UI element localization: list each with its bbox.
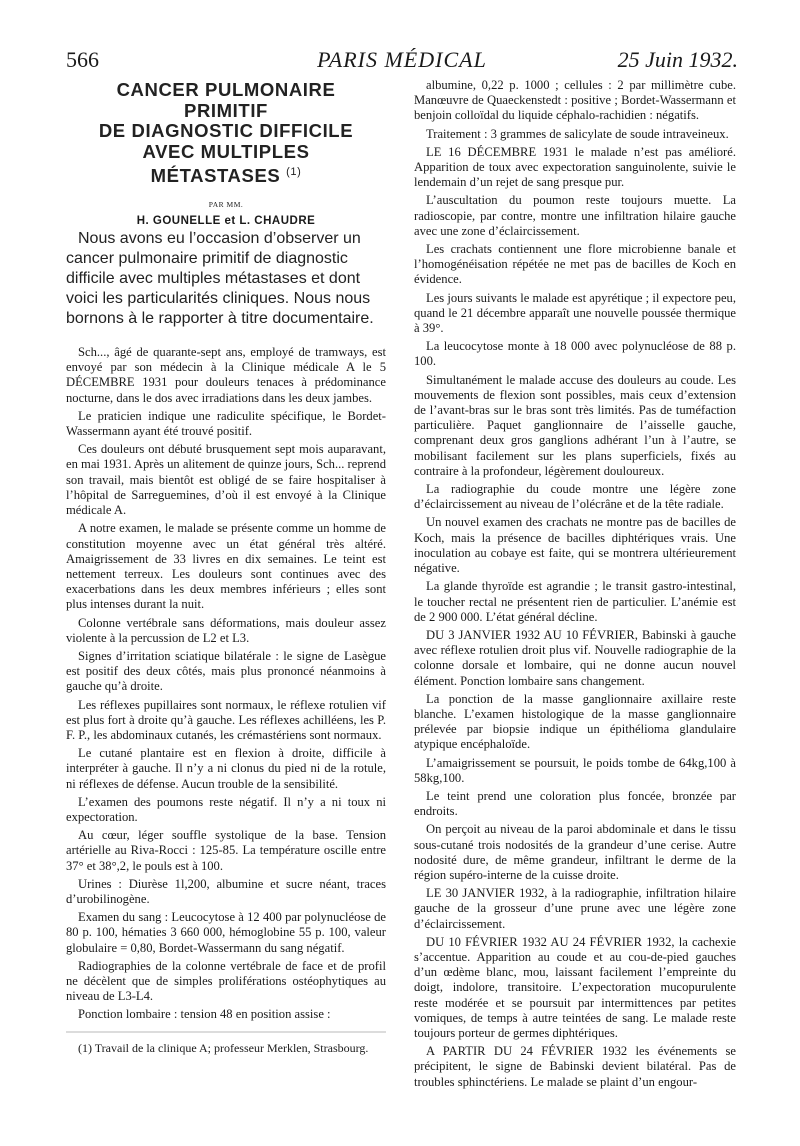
paragraph: A PARTIR DU 24 FÉVRIER 1932 les événements se précipitent, le signe de Babinski devient bilatéral. Pas de troubles sphinctériens. Le malade se plaint d’un engour-: [414, 1044, 736, 1089]
paragraph: Colonne vertébrale sans déformations, mais douleur assez violente à la percussion de L2 et L3.: [66, 615, 386, 645]
paragraph: Un nouvel examen des crachats ne montre pas de bacilles de Koch, mais la présence de bacilles diphtériques vrais. Une inoculation au cobaye est faite, qui se montrera ultérieurement négative.: [414, 515, 736, 576]
paragraph: Au cœur, léger souffle systolique de la base. Tension artérielle au Riva-Rocci : 125-85. La température oscille entre 37° et 38°,2, le pouls est à 100.: [66, 828, 386, 873]
issue-date: 25 Juin 1932.: [617, 47, 738, 72]
footnote-rule: [66, 1031, 386, 1033]
paragraph: La ponction de la masse ganglionnaire axillaire reste blanche. L’examen histologique de la masse ganglionnaire prélevée par biopsie indique un épithélioma glandulaire atypique encéphaloïde.: [414, 691, 736, 752]
title-line-last: MÉTASTASES: [150, 165, 281, 187]
running-header: [66, 47, 738, 77]
abstract: Nous avons eu l’occasion d’observer un cancer pulmonaire primitif de diagnostic difficile avec multiples métastases et dont voici les particularités cliniques. Nous nous bornons à le rapporter à titre documentaire.: [66, 230, 374, 328]
paragraph: La glande thyroïde est agrandie ; le transit gastro-intestinal, le toucher rectal ne présentent rien de particulier. L’anémie est de 2 900 000. L’état général décline.: [414, 579, 736, 624]
left-body: [66, 345, 386, 1023]
paragraph: Traitement : 3 grammes de salicylate de soude intraveineux.: [426, 126, 729, 141]
paragraph: LE 16 DÉCEMBRE 1931 le malade n’est pas amélioré. Apparition de toux avec expectoration sanguinolente, suivie le lendemain d’un rejet de sang presque pur.: [414, 144, 736, 190]
paragraph: Les jours suivants le malade est apyrétique ; il expectore peu, quand le 21 décembre apparaît une nouvelle poussée thermique à 39°.: [414, 290, 736, 336]
par-mm: PAR MM.: [208, 199, 244, 209]
paragraph: Ponction lombaire : tension 48 en position assise :: [78, 1007, 331, 1022]
paragraph: DU 3 JANVIER 1932 AU 10 FÉVRIER, Babinski à gauche avec réflexe rotulien droit plus vif. Nouvelle radiographie de la colonne dorsale et lombaire, qui ne donne aucun nouvel élément. Ponction lombaire sans changement.: [414, 627, 736, 688]
title-line: DE DIAGNOSTIC DIFFICILE: [98, 120, 354, 141]
paragraph: Les réflexes pupillaires sont normaux, le réflexe rotulien vif est plus fort à droite qu’à gauche. Les réflexes achilléens, les P. F. P., les abdominaux cutanés, les crémastériens sont normaux.: [66, 697, 386, 742]
paragraph: On perçoit au niveau de la paroi abdominale et dans le tissu sous-cutané trois nodosités de la grandeur d’une cerise. Autre nodosité dure, de même grandeur, infiltrant le derme de la région supéro-interne de la cuisse droite.: [414, 822, 736, 882]
paragraph: Ces douleurs ont débuté brusquement sept mois auparavant, en mai 1931. Après un alitement de quinze jours, Sch... reprend son travail, mais bientôt est obligé de se faire hospitaliser à l’hôpital de Sarreguemines, d’où il est envoyé à la Clinique médicale A.: [66, 442, 387, 518]
journal-title: PARIS MÉDICAL: [317, 47, 487, 72]
paragraph: albumine, 0,22 p. 1000 ; cellules : 2 par millimètre cube. Manœuvre de Quaeckenstedt : positive ; Bordet-Wassermann et benjoin colloïdal du liquide céphalo-rachidien : négatifs.: [414, 78, 736, 123]
paragraph: Le teint prend une coloration plus foncée, bronzée par endroits.: [414, 788, 736, 819]
article-title: [66, 80, 386, 187]
title-line: PRIMITIF: [184, 99, 268, 121]
title-line: AVEC MULTIPLES: [142, 140, 310, 162]
paragraph: L’auscultation du poumon reste toujours muette. La radioscopie, par contre, montre une infiltration hilaire gauche avec une zone d’éclaircissement.: [414, 193, 736, 238]
paragraph: Sch..., âgé de quarante-sept ans, employé de tramways, est envoyé par son médecin à la Clinique médicale A le 5 DÉCEMBRE 1931 pour douleurs tenaces à prédominance nocturne, dans le dos avec irradiations dans les deux jambes.: [66, 345, 386, 405]
paragraph: A notre examen, le malade se présente comme un homme de constitution moyenne avec un état général très altéré. Amaigrissement de 33 livres en dix semaines. Le teint est nettement terreux. Les douleurs sont continues avec des exacerbations dans les deux membres inférieurs ; elles sont plus intenses durant la nuit.: [66, 521, 386, 612]
authors: H. GOUNELLE et L. CHAUDRE: [136, 214, 316, 227]
footnote-mark: (1): [286, 166, 302, 178]
paragraph: Examen du sang : Leucocytose à 12 400 par polynucléose de 80 p. 100, hématies 3 660 000, hémoglobine 55 p. 100, valeur globulaire = 0,80, Bordet-Wassermann du sang négatif.: [66, 910, 386, 955]
paragraph: Le cutané plantaire est en flexion à droite, difficile à interpréter à gauche. Il n’y a ni clonus du pied ni de la rotule, ni réflexes de défense. Aucun trouble de la sensibilité.: [66, 746, 386, 791]
paragraph: DU 10 FÉVRIER 1932 AU 24 FÉVRIER 1932, la cachexie s’accentue. Apparition au coude et au cou-de-pied gauches d’un œdème blanc, mou, laissant facilement l’empreinte du doigt, indolore, transitoire. L’expectoration mucopurulente reste modérée et se poursuit par intermittences par petites vomiques, de temps à autre teintées de sang. Le malade reste toujours porteur de germes diphtériques.: [414, 934, 736, 1040]
paragraph: Urines : Diurèse 1l,200, albumine et sucre néant, traces d’urobilinogène.: [66, 876, 386, 906]
right-column: [414, 78, 736, 1093]
title-line: [66, 162, 386, 187]
paragraph: Signes d’irritation sciatique bilatérale : le signe de Lasègue est positif des deux côtés, mais plus prononcé néanmoins à gauche qu’à droite.: [66, 648, 386, 694]
title-line: CANCER PULMONAIRE: [116, 79, 336, 100]
paragraph: Le praticien indique une radiculite spécifique, le Bordet-Wassermann ayant été trouvé positif.: [66, 408, 386, 439]
paragraph: Radiographies de la colonne vertébrale de face et de profil ne décèlent que de simples proliférations ostéophytiques au niveau de L3-L4.: [66, 958, 386, 1004]
paragraph: L’amaigrissement se poursuit, le poids tombe de 64kg,100 à 58kg,100.: [414, 755, 736, 785]
paragraph: L’examen des poumons reste négatif. Il n’y a ni toux ni expectoration.: [66, 794, 386, 824]
paragraph: La leucocytose monte à 18 000 avec polynucléose de 88 p. 100.: [414, 339, 736, 369]
paragraph: Les crachats contiennent une flore microbienne banale et l’homogénéisation répétée ne met pas de bacilles de Koch en évidence.: [414, 242, 736, 287]
paragraph: Simultanément le malade accuse des douleurs au coude. Les mouvements de flexion sont possibles, mais ceux d’extension de l’avant-bras sur le bras sont très limités. Pas de tuméfaction particulière. Paquet ganglionnaire de l’aisselle gauche, comprenant deux gros ganglions adhérant l’un à l’autre, se mobilisant facilement sur les plans superficiels, fixés au contraire à la profondeur, légèrement douloureux.: [414, 372, 736, 478]
paragraph: LE 30 JANVIER 1932, à la radiographie, infiltration hilaire gauche de la grosseur d’une prune avec une légère zone d’éclaircissement.: [414, 886, 736, 931]
page-number: 566: [66, 47, 99, 72]
paragraph: La radiographie du coude montre une légère zone d’éclaircissement au niveau de l’olécrâne et de la tête radiale.: [414, 482, 736, 512]
left-column: [66, 78, 386, 1059]
footnote: (1) Travail de la clinique A; professeur Merklen, Strasbourg.: [78, 1040, 369, 1055]
